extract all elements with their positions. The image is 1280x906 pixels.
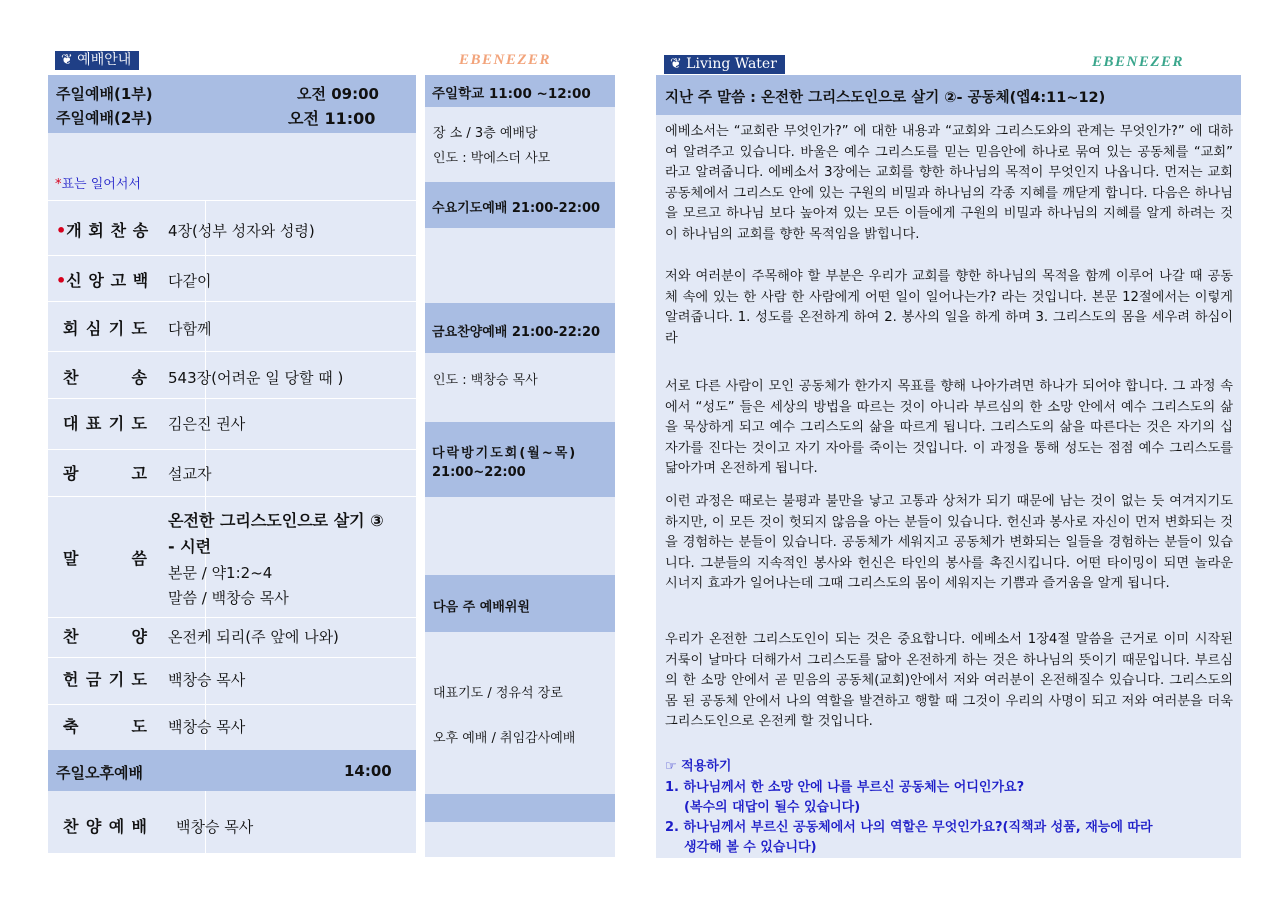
label-char: 신 xyxy=(66,271,82,290)
paragraph-4: 이런 과정은 때로는 불평과 불만을 낳고 고통과 상처가 되기 때문에 남는 것이 없는 듯 여겨지기도 하지만, 이 모든 것이 헛되지 않음을 아는 분들이 있습니다. 헌신과 봉사로 자신이 먼저 변화되는 것을 경험하는 분들이 있습니다. 공동체가 세워지고 공동체가 변화되는 일들을 경험하는 분들이 있습니다. 그분들의 지속적인 봉사와 헌신은 타인의 봉사를 촉진시킵니다. 어떤 타이밍이 되면 놀라운 시너지 효과가 일어나는데 그때 그리스도의 몸이 세워지는 기쁨과 즐거움을 알게 됩니다. xyxy=(665,494,1233,592)
bottom-band xyxy=(425,794,615,822)
label-char: 도 xyxy=(131,319,147,338)
label-char: 회 xyxy=(63,319,79,338)
order-label-hymn xyxy=(63,365,147,388)
order-label-sermon xyxy=(63,546,147,569)
label-char: 백 xyxy=(132,271,149,290)
row-line xyxy=(48,704,416,705)
label-char: 송 xyxy=(131,368,147,387)
service2-name: 주일예배(2부) xyxy=(56,109,153,127)
label-char: 찬 xyxy=(63,627,79,646)
sunday-school-leader: 인도 : 박에스더 사모 xyxy=(433,151,551,166)
paragraph-5: 우리가 온전한 그리스도인이 되는 것은 중요합니다. 에베소서 1장4절 말씀을 근거로 이미 시작된 거룩이 날마다 더해가서 그리스도를 닮아 온전하게 하는 것은 하나님의 뜻이기 때문입니다. 부르심의 한 소망 안에서 곧 믿음의 공동체(교회)안에서 저와 여러분이 온전해질수 있습니다. 그리스도의 몸 된 공동체 안에서 나의 역할을 발견하고 행할 때 그것이 우리의 사명이 되고 저와 여러분을 더욱 그리스도인으로 온전케 할 것입니다. xyxy=(665,632,1233,730)
label-char: 양 xyxy=(85,817,102,836)
label-char: 축 xyxy=(63,717,79,736)
label-char: 도 xyxy=(131,414,147,433)
label-char: 기 xyxy=(108,319,125,338)
order-value-announcements: 설교자 xyxy=(168,465,212,483)
sermon-title-line2: - 시련 xyxy=(168,537,212,556)
label-char: 송 xyxy=(132,221,149,240)
label-char: 찬 xyxy=(110,221,127,240)
label-char: 기 xyxy=(108,670,125,689)
darak-time: 21:00~22:00 xyxy=(432,465,526,480)
service1-time: 오전 09:00 xyxy=(297,85,379,103)
afternoon-service-time: 14:00 xyxy=(344,762,392,780)
label-char: 찬 xyxy=(63,368,79,387)
label-char: 개 xyxy=(66,221,82,240)
label-char: 양 xyxy=(131,627,147,646)
order-value-praise: 온전케 되리(주 앞에 나와) xyxy=(168,628,339,646)
label-char: 심 xyxy=(85,319,102,338)
brand-ebenezer-left: EBENEZER xyxy=(459,52,552,68)
label-char: 앙 xyxy=(88,271,104,290)
section-tag-worship: ❦ 예배안내 xyxy=(55,51,139,70)
label-char: 도 xyxy=(131,717,147,736)
sunday-school-place: 장 소 / 3층 예배당 xyxy=(433,126,538,141)
label-char: 찬 xyxy=(63,817,79,836)
order-value-representative-prayer: 김은진 권사 xyxy=(168,415,246,433)
order-value-benediction: 백창승 목사 xyxy=(168,718,246,736)
order-value-opening-hymn: 4장(성부 성자와 성령) xyxy=(168,222,315,240)
label-char: 씀 xyxy=(131,549,147,568)
label-char: 대 xyxy=(63,414,79,433)
standing-note-text: 표는 일어서서 xyxy=(61,177,141,192)
praise-service-value: 백창승 목사 xyxy=(176,818,254,836)
apply-title: ☞ 적용하기 xyxy=(665,759,732,774)
label-char: 예 xyxy=(108,817,125,836)
order-label-creed: • 신 앙 고 백 xyxy=(56,268,148,291)
sermon-preacher: 말씀 / 백창승 목사 xyxy=(168,589,289,607)
paragraph-3: 서로 다른 사람이 모인 공동체가 한가지 목표를 향해 나아가려면 하나가 되어야 합니다. 그 과정 속에서 “성도” 들은 세상의 방법을 따르는 것이 아니라 부르심의 한 소망 안에서 예수 그리스도의 삶을 묵상하게 되고 예수 그리스도의 삶을 따르게 됩니다. 그리스도의 삶을 따른다는 것은 자기의 십자가를 진다는 것이고 자기 자아를 죽이는 것입니다. 이 과정을 통해 성도는 점점 예수 그리스도를 닮아가며 온전하게 됩니다. xyxy=(665,379,1233,477)
label-char: 말 xyxy=(63,549,79,568)
row-line xyxy=(48,657,416,658)
afternoon-service-title: 주일오후예배 xyxy=(56,764,143,782)
sermon-title-line1: 온전한 그리스도인으로 살기 ③ xyxy=(168,511,384,530)
paragraph-1: 에베소서는 “교회란 무엇인가?” 에 대한 내용과 “교회와 그리스도와의 관계는 무엇인가?” 에 대하여 알려주고 있습니다. 바울은 예수 그리스도를 믿는 믿음안에 하나로 묶여 있는 공동체를 “교회” 라고 알려줍니다. 에베소서 3장에는 교회를 향한 하나님의 목적이 무엇인지 나옵니다. 먼저는 교회 공동체에서 그리스도 안에 있는 구원의 비밀과 하나님의 각종 지혜를 깨닫게 합니다. 다음은 하나님을 모르고 하나님 보다 높아져 있는 모든 이들에게 구원의 비밀과 하나님의 지혜를 알게 하려는 것이 하나님의 교회를 향한 목적임을 밝힙니다. xyxy=(665,124,1233,242)
label-char: 배 xyxy=(131,817,147,836)
wednesday-title: 수요기도예배 21:00-22:00 xyxy=(432,201,601,216)
row-line xyxy=(48,351,416,352)
apply-question-2-sub: 생각해 볼 수 있습니다) xyxy=(684,840,817,855)
living-water-panel xyxy=(656,75,1241,858)
order-label-benediction xyxy=(63,714,147,737)
order-value-offering-prayer: 백창승 목사 xyxy=(168,671,246,689)
standing-note: *표는 일어서서 xyxy=(55,177,141,192)
row-line xyxy=(48,398,416,399)
label-char: 회 xyxy=(88,221,104,240)
order-label-announcements xyxy=(63,461,147,484)
order-label-repentance-prayer xyxy=(63,316,147,339)
label-char: 기 xyxy=(108,414,125,433)
row-line xyxy=(48,255,416,256)
brand-ebenezer-right: EBENEZER xyxy=(1092,54,1185,70)
row-line xyxy=(48,200,416,201)
row-line xyxy=(48,449,416,450)
apply-question-1-sub: (복수의 대답이 될수 있습니다) xyxy=(684,800,861,815)
next-week-afternoon: 오후 예배 / 취임감사예배 xyxy=(433,731,576,746)
praise-service-label xyxy=(63,814,147,837)
sunday-school-title: 주일학교 11:00 ~12:00 xyxy=(432,86,591,102)
row-line xyxy=(48,301,416,302)
label-char: 고 xyxy=(110,271,127,290)
friday-leader: 인도 : 백창승 목사 xyxy=(433,373,538,388)
service2-time: 오전 11:00 xyxy=(288,109,376,128)
order-label-praise xyxy=(63,624,147,647)
order-value-hymn: 543장(어려운 일 당할 때 ) xyxy=(168,369,344,387)
order-label-representative-prayer xyxy=(63,411,147,434)
section-tag-living-water: ❦ Living Water xyxy=(664,55,785,74)
next-week-prayer: 대표기도 / 정유석 장로 xyxy=(433,686,563,701)
label-char: 고 xyxy=(131,464,147,483)
order-value-creed: 다같이 xyxy=(168,272,212,290)
row-line xyxy=(48,617,416,618)
apply-question-2: 2. 하나님께서 부르신 공동체에서 나의 역할은 무엇인가요?(직책과 성품, 재능에 따라 xyxy=(665,820,1153,835)
order-label-offering-prayer xyxy=(63,667,147,690)
order-label-opening-hymn: • 개 회 찬 송 xyxy=(56,218,148,241)
label-char: 표 xyxy=(85,414,102,433)
label-char: 헌 xyxy=(63,670,79,689)
worship-order-panel xyxy=(48,75,416,853)
label-char: 도 xyxy=(131,670,147,689)
next-week-title: 다음 주 예배위원 xyxy=(433,600,530,615)
darak-title: 다락방기도회(월~목) xyxy=(432,446,578,461)
label-char: 광 xyxy=(63,464,79,483)
sermon-text: 본문 / 약1:2~4 xyxy=(168,564,273,582)
friday-title: 금요찬양예배 21:00-22:20 xyxy=(432,325,601,340)
paragraph-2: 저와 여러분이 주목해야 할 부분은 우리가 교회를 향한 하나님의 목적을 함께 이루어 나갈 때 공동체 속에 있는 한 사람 한 사람에게 어떤 일이 일어나는가? 라는 것입니다. 본문 12절에서는 이렇게 알려줍니다. 1. 성도를 온전하게 하여 2. 봉사의 일을 하게 하며 3. 그리스도의 몸을 세우려 하심이라 xyxy=(665,269,1233,346)
apply-question-1: 1. 하나님께서 한 소망 안에 나를 부르신 공동체는 어디인가요? xyxy=(665,780,1025,795)
living-water-heading: 지난 주 말씀 : 온전한 그리스도인으로 살기 ②- 공동체(엡4:11~12) xyxy=(665,90,1106,106)
meetings-panel xyxy=(425,75,615,857)
row-line xyxy=(48,496,416,497)
label-char: 금 xyxy=(85,670,102,689)
service1-name: 주일예배(1부) xyxy=(56,85,153,103)
order-value-repentance-prayer: 다함께 xyxy=(168,320,212,338)
